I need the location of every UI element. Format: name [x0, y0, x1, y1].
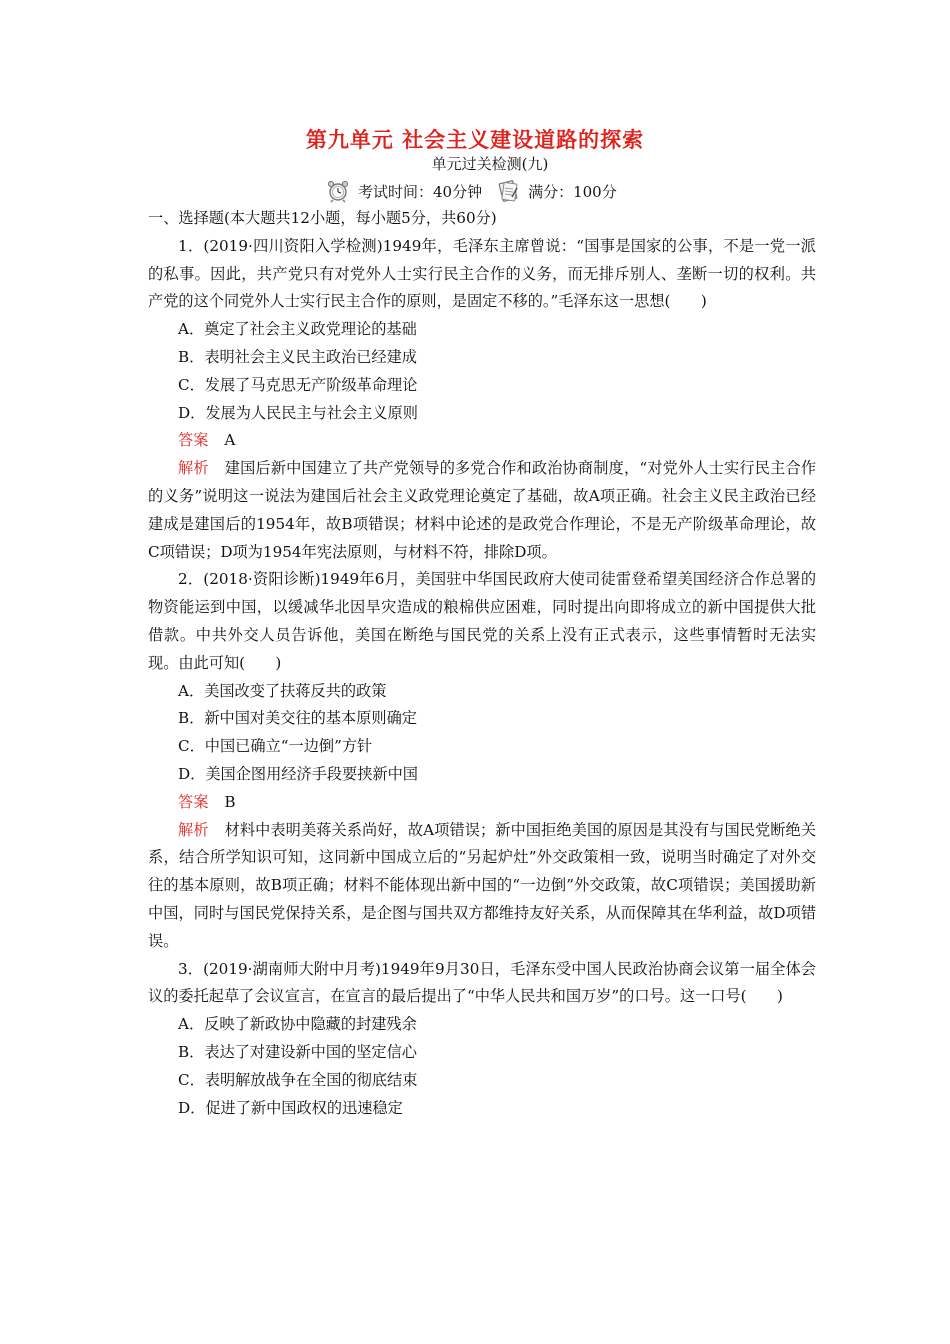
option-c: C．表明解放战争在全国的彻底结束 — [178, 1070, 418, 1089]
option-a: A．美国改变了扶蒋反共的政策 — [178, 681, 387, 700]
exam-score: 满分：100分 — [528, 182, 617, 201]
exam-meta — [326, 176, 617, 206]
document-body — [148, 205, 816, 1122]
question-2 — [148, 566, 816, 955]
answer-value: A — [224, 431, 236, 450]
exam-time: 考试时间：40分钟 — [358, 182, 483, 201]
analysis-label: 解析 — [178, 459, 209, 478]
option-a: A．反映了新政协中隐藏的封建残余 — [178, 1015, 417, 1034]
analysis-label: 解析 — [178, 820, 209, 839]
section-heading: 一、选择题(本大题共12小题，每小题5分，共60分) — [148, 209, 497, 227]
answer-label: 答案 — [178, 792, 209, 811]
page-subtitle: 单元过关检测(九) — [431, 155, 549, 173]
question-1 — [148, 233, 816, 567]
page-title: 第九单元 社会主义建设道路的探索 — [305, 128, 645, 152]
option-d: D．发展为人民民主与社会主义原则 — [178, 403, 418, 422]
option-b: B．表明社会主义民主政治已经建成 — [178, 347, 417, 366]
answer-line — [148, 789, 816, 817]
answer-value: B — [224, 792, 236, 811]
answer-line — [148, 427, 816, 455]
option-c: C．中国已确立“一边倒”方针 — [178, 737, 373, 756]
question-stem: 2．(2018·资阳诊断)1949年6月，美国驻中华国民政府大使司徒雷登希望美国经济合作总署的物资能运到中国，以缓减华北因旱灾造成的粮棉供应困难，同时提出向即将成立的新中国提供大批借款。中共外交人员告诉他，美国在断绝与国民党的关系上没有正式表示，这些事情暂时无法实现。由此可知( ) — [148, 570, 817, 672]
question-3 — [148, 956, 816, 1123]
option-a: A．奠定了社会主义政党理论的基础 — [178, 320, 417, 339]
analysis: 解析 材料中表明美蒋关系尚好，故A项错误；新中国拒绝美国的原因是其没有与国民党断绝关系，结合所学知识可知，这同新中国成立后的“另起炉灶”外交政策相一致，说明当时确定了对外交往的基本原则，故B项正确；材料不能体现出新中国的“一边倒”外交政策，故C项错误；美国援助新中国，同时与国民党保持关系，是企图与国共双方都维持友好关系，从而保障其在华利益，故D项错误。 — [148, 820, 817, 950]
alarm-clock-icon — [326, 179, 350, 203]
option-c: C．发展了马克思无产阶级革命理论 — [178, 375, 418, 394]
answer-label: 答案 — [178, 431, 209, 450]
analysis: 解析 建国后新中国建立了共产党领导的多党合作和政治协商制度，“对党外人士实行民主合作的义务”说明这一说法为建国后社会主义政党理论奠定了基础，故A项正确。社会主义民主政治已经建成是建国后的1954年，故B项错误；材料中论述的是政党合作理论，不是无产阶级革命理论，故C项错误；D项为1954年宪法原则，与材料不符，排除D项。 — [148, 459, 817, 561]
exam-paper-icon — [496, 179, 520, 203]
option-b: B．新中国对美交往的基本原则确定 — [178, 709, 417, 728]
option-d: D．促进了新中国政权的迅速稳定 — [178, 1098, 403, 1117]
option-b: B．表达了对建设新中国的坚定信心 — [178, 1042, 417, 1061]
option-d: D．美国企图用经济手段要挟新中国 — [178, 764, 418, 783]
question-stem: 1．(2019·四川资阳入学检测)1949年，毛泽东主席曾说：“国事是国家的公事，不是一党一派的私事。因此，共产党只有对党外人士实行民主合作的义务，而无排斥别人、垄断一切的权利。共产党的这个同党外人士实行民主合作的原则，是固定不移的。”毛泽东这一思想( ) — [148, 236, 817, 311]
question-stem: 3．(2019·湖南师大附中月考)1949年9月30日，毛泽东受中国人民政治协商会议第一届全体会议的委托起草了会议宣言，在宣言的最后提出了“中华人民共和国万岁”的口号。这一口号( ) — [148, 959, 816, 1006]
